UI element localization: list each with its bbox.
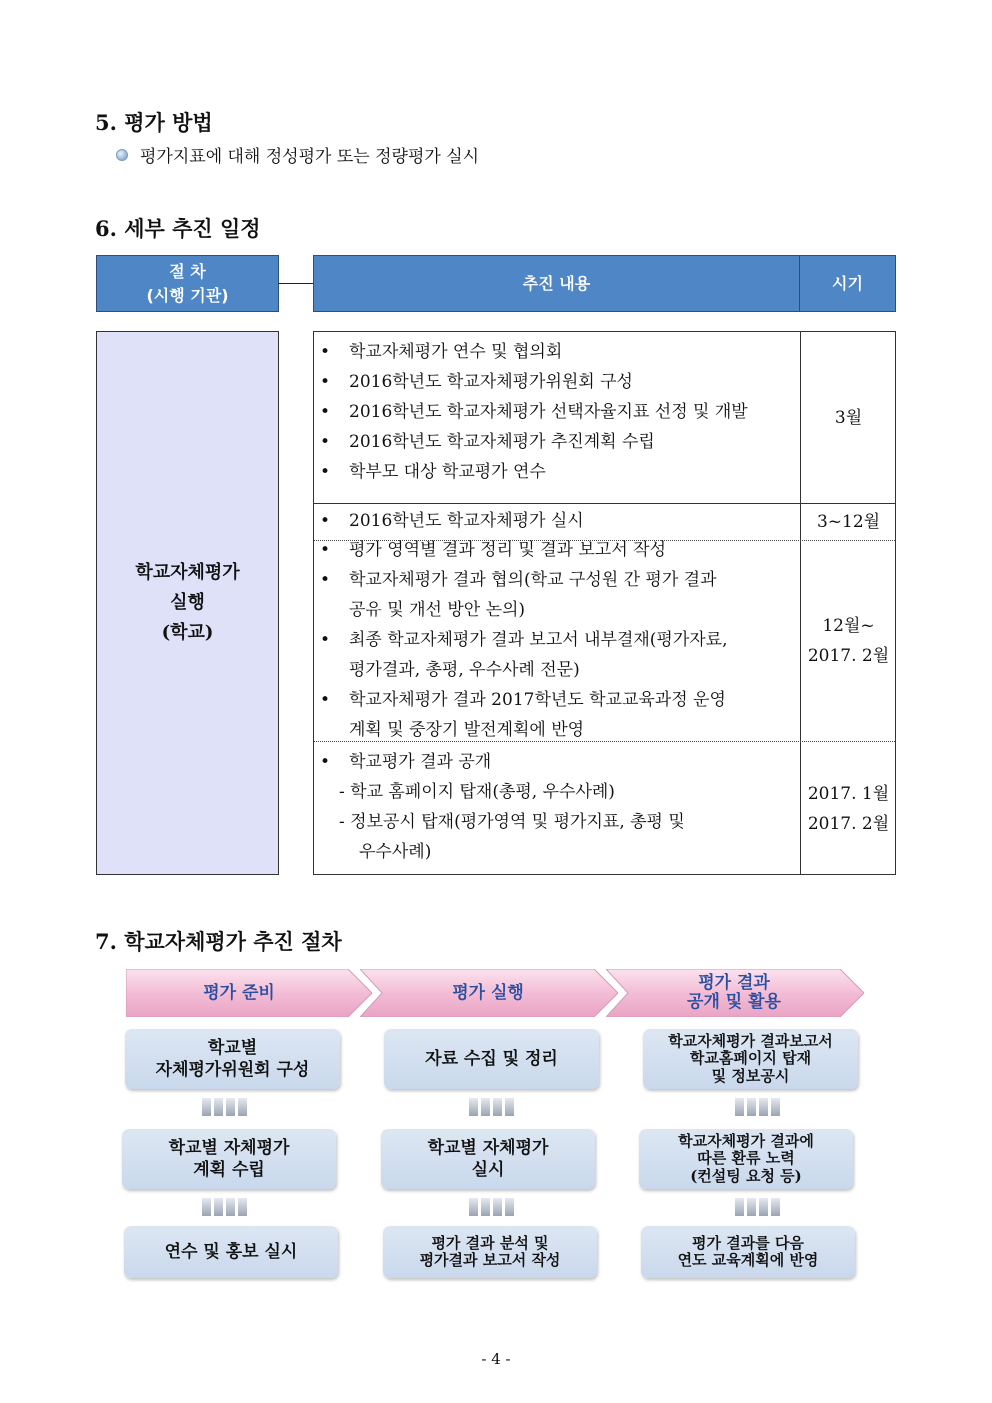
list-item: • 학교자체평가 연수 및 협의회: [320, 342, 563, 362]
stage-header-publish: [606, 969, 864, 1017]
list-item: • 평가 영역별 결과 정리 및 결과 보고서 작성: [320, 540, 667, 560]
schedule-row-4-when: 2017. 1월 2017. 2월: [807, 784, 890, 834]
list-item-continuation: 평가결과, 총평, 우수사례 전문): [349, 660, 580, 680]
stage-header-execute: [360, 969, 618, 1017]
section-5-title: 5. 평가 방법: [95, 110, 213, 135]
section-6-title: 6. 세부 추진 일정: [95, 216, 261, 241]
list-item: • 2016학년도 학교자체평가위원회 구성: [320, 372, 633, 392]
stage-header-label: 공개 및 활용: [687, 992, 781, 1012]
list-item: • 2016학년도 학교자체평가 실시: [320, 511, 584, 531]
list-item: • 학교자체평가 결과 2017학년도 학교교육과정 운영: [320, 690, 726, 710]
flow-box: 연수 및 홍보 실시: [124, 1226, 338, 1278]
schedule-content-table: [313, 331, 896, 875]
down-arrow-icon: [731, 1198, 783, 1218]
procedure-cell: [96, 331, 279, 875]
stage-header-label: 평가 준비: [203, 982, 275, 1003]
stage-header-label: 평가 결과: [698, 973, 770, 994]
page-number: - 4 -: [481, 1350, 511, 1368]
schedule-row-2-when: 3~12월: [816, 512, 881, 532]
flow-box: 평가 결과를 다음 연도 교육계획에 반영: [641, 1226, 855, 1278]
schedule-row-2-items: [314, 506, 800, 536]
circle-bullet-icon: [116, 149, 128, 161]
list-item: • 학교자체평가 결과 협의(학교 구성원 간 평가 결과: [320, 570, 717, 590]
sub-list-item: - 정보공시 탑재(평가영역 및 평가지표, 총평 및: [339, 812, 685, 832]
flow-box: 학교별 자체평가 실시: [381, 1129, 595, 1189]
schedule-row-1-when: 3월: [834, 407, 863, 428]
list-item: • 학교평가 결과 공개: [320, 752, 492, 772]
flow-box: 학교별 자체평가 계획 수립: [122, 1129, 336, 1189]
schedule-row-4-items: [314, 747, 800, 867]
section-5-bullet: [116, 142, 479, 167]
flow-box: 자료 수집 및 정리: [384, 1029, 599, 1089]
header-procedure: [96, 255, 279, 312]
list-item-continuation: 공유 및 개선 방안 논의): [349, 600, 526, 620]
header-procedure-line2: (시행 기관): [146, 285, 229, 305]
section-5-bullet-text: 평가지표에 대해 정성평가 또는 정량평가 실시: [140, 147, 480, 167]
down-arrow-icon: [465, 1198, 517, 1218]
flow-box: 학교별 자체평가위원회 구성: [125, 1029, 340, 1089]
header-timing: 시기: [799, 255, 896, 312]
header-content: 추진 내용: [313, 255, 800, 312]
down-arrow-icon: [731, 1098, 783, 1118]
procedure-line: (학교): [161, 621, 214, 643]
down-arrow-icon: [198, 1098, 250, 1118]
procedure-line: 학교자체평가: [135, 562, 240, 584]
stage-header-label: 평가 실행: [452, 982, 524, 1003]
flow-box: 학교자체평가 결과보고서 학교홈페이지 탑재 및 정보공시: [643, 1029, 858, 1089]
stage-header-prepare: [126, 969, 372, 1017]
schedule-row-3-items: [314, 535, 800, 745]
header-procedure-line1: 절 차: [169, 262, 206, 282]
list-item: • 2016학년도 학교자체평가 선택자율지표 선정 및 개발: [320, 402, 748, 422]
schedule-row-1-items: [314, 337, 800, 487]
list-item-continuation: 계획 및 중장기 발전계획에 반영: [349, 720, 585, 740]
list-item: • 최종 학교자체평가 결과 보고서 내부결재(평가자료,: [320, 630, 728, 650]
down-arrow-icon: [465, 1098, 517, 1118]
flow-box: 평가 결과 분석 및 평가결과 보고서 작성: [383, 1226, 597, 1278]
header-connector-line: [278, 283, 314, 284]
down-arrow-icon: [198, 1198, 250, 1218]
list-item: • 학부모 대상 학교평가 연수: [320, 462, 546, 482]
list-item-continuation: 우수사례): [359, 842, 432, 862]
schedule-row-3-when: 12월~ 2017. 2월: [807, 616, 890, 666]
flow-box: 학교자체평가 결과에 따른 환류 노력 (컨설팅 요청 등): [639, 1129, 853, 1189]
sub-list-item: - 학교 홈페이지 탑재(총평, 우수사례): [339, 782, 615, 802]
section-7-title: 7. 학교자체평가 추진 절차: [95, 929, 342, 954]
list-item: • 2016학년도 학교자체평가 추진계획 수립: [320, 432, 655, 452]
procedure-line: 실행: [170, 592, 205, 614]
